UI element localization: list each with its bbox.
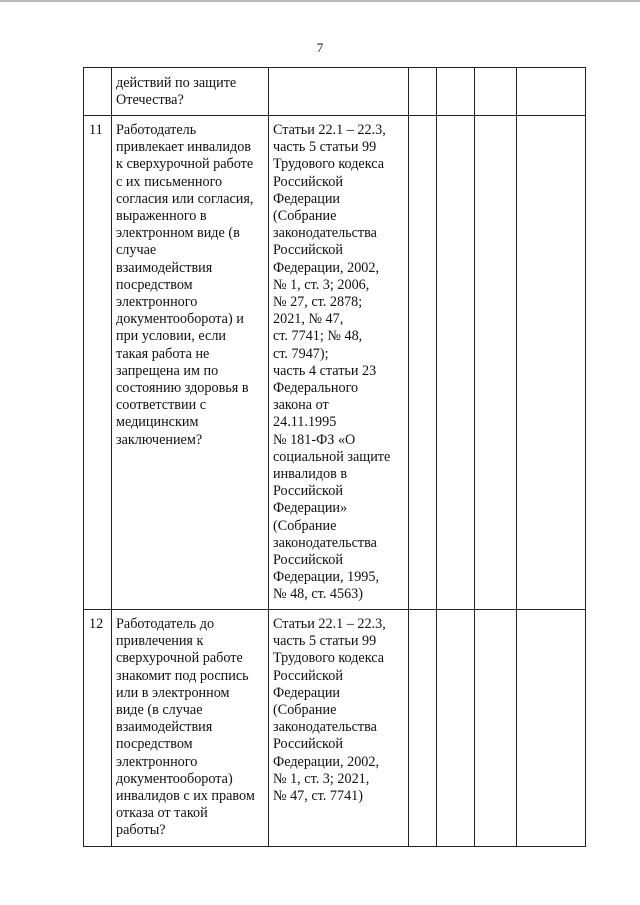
row-requirements-text: Статьи 22.1 – 22.3, часть 5 статьи 99 Трудового кодекса Российской Федерации (Собрание законодательства Российской Федерации, 2002, № 1, ст. 3; 2021, № 47, ст. 7741) [273,616,386,805]
column-divider [111,67,112,847]
row-question-text: Работодатель привлекает инвалидов к сверхурочной работе с их письменного согласия или согласия, выраженного в электронном виде (в случае взаимодействия посредством электронного документооборота) и при условии, если такая работа не запрещена им по состоянию здоровья в соответствии с медицинским заключением? [116,122,254,448]
column-divider [474,67,475,847]
row-number: 11 [89,122,103,138]
row-number: 12 [89,616,104,632]
page-number: 7 [316,40,324,55]
column-divider [436,67,437,847]
table-border-left [83,67,84,847]
table-border-right [585,67,586,847]
row-divider [83,609,586,610]
row-question-text: Работодатель до привлечения к сверхурочной работе знакомит под роспись или в электронном виде (в случае взаимодействия посредством электронного документооборота) инвалидов с их правом отказа от такой работы? [116,616,255,839]
row-divider [83,115,586,116]
column-divider [268,67,269,847]
row-question-text: действий по защите Отечества? [116,75,237,109]
column-divider [516,67,517,847]
table-border-top [83,67,586,68]
table-border-bottom [83,846,586,847]
scan-top-edge [0,0,640,2]
row-requirements-text: Статьи 22.1 – 22.3, часть 5 статьи 99 Трудового кодекса Российской Федерации (Собрание законодательства Российской Федерации, 2002, № 1, ст. 3; 2006, № 27, ст. 2878; 2021, № 47, ст. 7741; № 48, ст. 7947); часть 4 статьи 23 Федерального закона от 24.11.1995 № 181-ФЗ «О социальной защите инвалидов в Российской Федерации» (Собрание законодательства Российской Федерации, 1995, № 48, ст. 4563) [273,122,391,603]
column-divider [408,67,409,847]
